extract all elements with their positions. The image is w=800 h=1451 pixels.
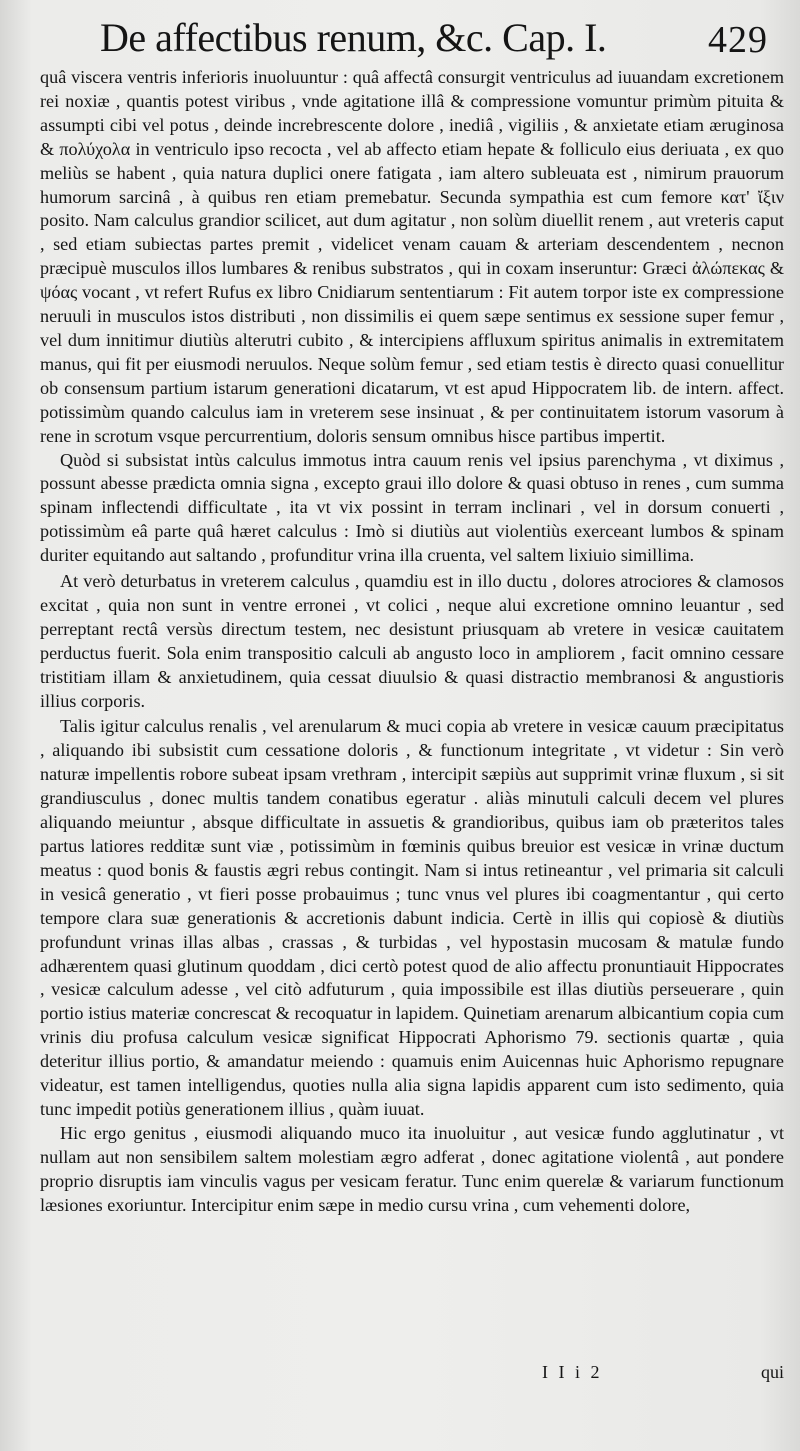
signature-mark: I I i 2 xyxy=(542,1362,603,1382)
paragraph: Hic ergo genitus , eiusmodi aliquando muco ita inuoluitur , aut vesicæ fundo agglutinatur , vt nullam aut non sensibilem saltem molestiam ægro adferat , donec agitatione violentâ , aut pondere proprio disruptis iam vinculis vagus per vesicam feratur. Tunc enim querelæ & variarum functionum læsiones exoriuntur. Intercipitur enim sæpe in medio cursu vrina , cum vehementi dolore, xyxy=(40,1122,784,1215)
page-footer xyxy=(40,1362,784,1392)
paragraph: Quòd si subsistat intùs calculus immotus intra cauum renis vel ipsius parenchyma , vt diximus , possunt abesse prædicta omnia signa , excepto graui illo dolore & quasi obtuso in renes , cum summa spinam inflectendi difficultate , ita vt vix possint in terram inclinari , vel in dorsum conuerti , potissimùm eâ parte quâ hæret calculus : Imò si diutiùs aut violentiùs exerceant lumbos & spinam duriter equitando aut saltando , profunditur vrina illa cruenta, vel saltem lixiuio simillima. xyxy=(40,449,784,566)
page-body xyxy=(40,66,784,1218)
paragraph: At verò deturbatus in vreterem calculus , quamdiu est in illo ductu , dolores atrociores & clamosos excitat , quia non sunt in ventre erronei , vt colici , neque alui excretione omnino leuantur , sed perreptant rectâ versùs directum testem, nec desistunt priusquam ab vretere in vesicæ cauitatem perductus fuerit. Sola enim transpositio calculi ab angusto loco in ampliorem , facit omnino cessare tristitiam illam & anxietudinem, quia cessat diuulsio & quasi distractio membranosi & angustioris illius corporis. xyxy=(40,571,784,711)
page-number: 429 xyxy=(708,19,768,61)
paragraph: Talis igitur calculus renalis , vel arenularum & muci copia ab vretere in vesicæ cauum præcipitatus , aliquando ibi subsistit cum cessatione doloris , & functionum integritate , vt videtur : Sin verò naturæ impellentis robore subeat ipsam vrethram , intercipit sæpiùs aut supprimit vrinæ fluxum , si sit grandiusculus , donec multis tandem conatibus egeratur . aliàs minutuli calculi decem vel plures aliquando meiuntur , absque difficultate in assuetis & grandioribus, quibus iam ob præteritos tales partus latiores redditæ sunt viæ , potissimùm in fœminis quibus breuior est vesicæ in vrinæ ductum meatus : quod bonis & faustis ægri rebus contingit. Nam si intus retineantur , vel primaria sit calculi in vesicâ generatio , vt fieri posse probauimus ; tunc vnus vel plures ibi coagmentantur , qui certo tempore clara suæ generationis & accretionis dabunt indicia. Certè in illis qui copiosè & diutiùs profundunt vrinas illas albas , crassas , & turbidas , vel hypostasin mucosam & matulæ fundo adhærentem quasi glutinum quoddam , dici certò potest quod de alio affectu pronuntiauit Hippocrates , vesicæ calculum adesse , vel citò adfuturum , quia impossibile est illas diutiùs perseuerare , quin portio istius materiæ concrescat & recoquatur in lapidem. Quinetiam arenarum albicantium copia cum vrinis diu profusa calculum vesicæ significat Hippocrati Aphorismo 79. sectionis quartæ , quia deteritur illius portio, & amandatur meiendo : quamuis enim Auicennas huic Aphorismo repugnare videatur, est tamen intelligendus, quoties nulla alia signa lapidis apparent cum isto sedimento, quia tunc impedit potiùs generationem illius , quàm iuuat. xyxy=(40,716,784,1119)
catchword: qui xyxy=(760,1362,784,1382)
paragraph: quâ viscera ventris inferioris inuoluuntur : quâ affectâ consurgit ventriculus ad iuuandam excretionem rei noxiæ , quantis potest viribus , vnde agitatione illâ & compressione vomuntur primùm pituita & assumpti cibi vel potus , deinde increbrescente dolore , inediâ , vigiliis , & anxietate etiam æruginosa & πολύχολα in ventriculo ipso recocta , vel ab affecto etiam hepate & folliculo eius deriuata , ex quo meliùs se habent , quia natura duplici onere fatigata , iam altero subleuata est , nimirum prauorum humorum sarcinâ , à quibus ren etiam premebatur. Secunda sympathia est cum femore κατ' ἴξιν posito. Nam calculus grandior scilicet, aut dum agitatur , non solùm diuellit renem , aut vreteris caput , sed etiam subiectas partes premit , videlicet venam cauam & arteriam descendentem , necnon præcipuè musculos illos lumbares & renibus substratos , qui in coxam inseruntur: Græci ἀλώπεκας & ψόας vocant , vt refert Rufus ex libro Cnidiarum sententiarum : Fit autem torpor iste ex compressione neruuli in musculos istos distributi , non dissimilis ei quem sæpe sentimus ex sessione super femur , vel dum innitimur diutiùs alterutri cubito , & intercipiens affluxum spiritus animalis in extremitatem manus, qui fit per eiusmodi neruulos. Neque solùm femur , sed etiam testis è directo quasi conuellitur ob consensum partium istarum generationi dicatarum, vt est apud Hippocratem lib. de intern. affect. potissimùm quando calculus iam in vreterem sese insinuat , & per continuitatem istorum vasorum à rene in scrotum vsque percurrentium, doloris sensum omnibus hisce partibus impertit. xyxy=(40,67,784,446)
running-title: De affectibus renum, &c. Cap. I. xyxy=(100,15,607,60)
page-header xyxy=(100,14,780,66)
